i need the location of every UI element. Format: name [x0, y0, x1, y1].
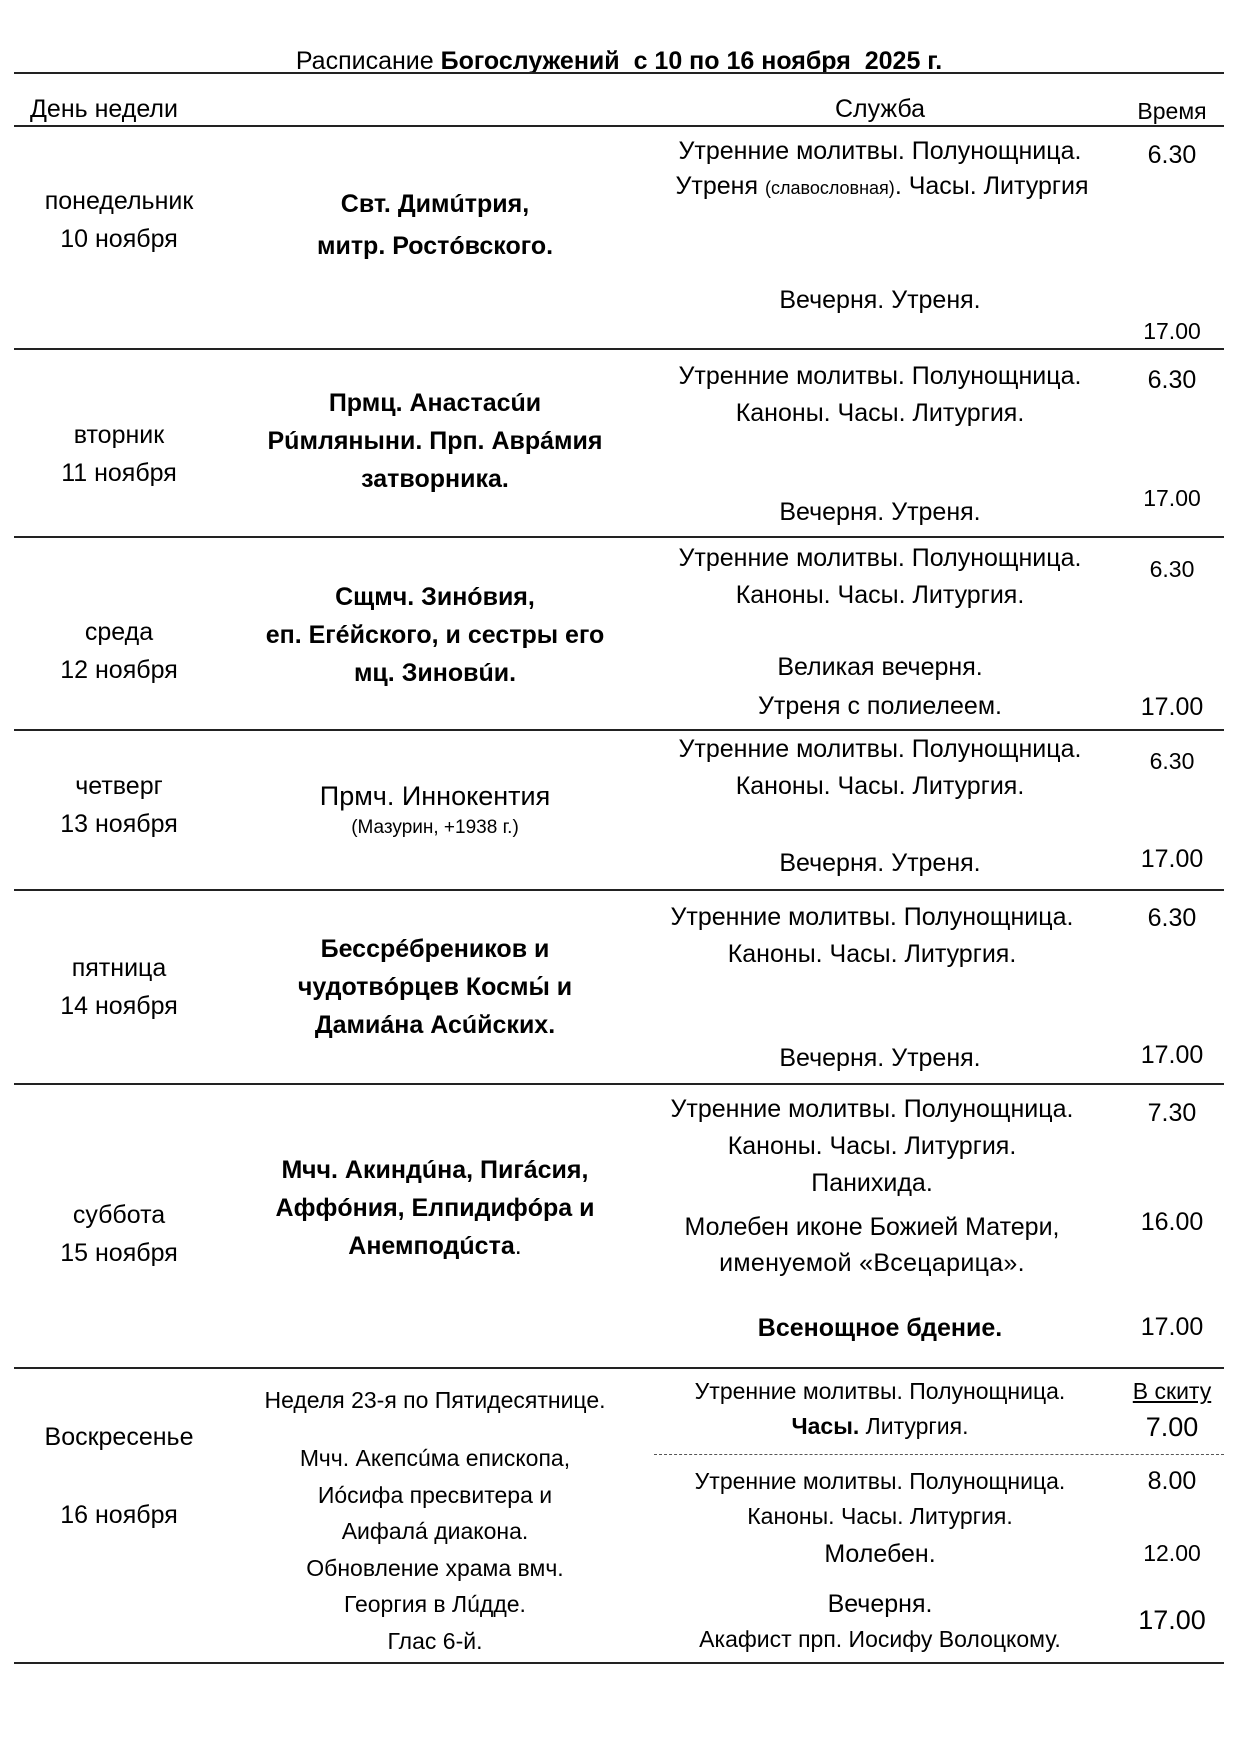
service-time: 8.00 [1147, 1467, 1197, 1495]
date: 11 ноября [61, 459, 177, 487]
service-line: именуемой «Всецарица». [719, 1249, 1025, 1277]
service-time: 6.30 [1147, 366, 1197, 394]
service-time: 17.00 [1143, 318, 1201, 344]
feast-line: Дамиáна Асúйских. [314, 1011, 556, 1039]
feast-line: Анемподúста. [348, 1232, 522, 1260]
service-line: Вечерня. Утреня. [779, 1044, 981, 1072]
service-line: Утренние молитвы. Полунощница. [678, 735, 1082, 763]
feast-line: Глас 6-й. [387, 1627, 483, 1654]
feast-cell [225, 1440, 645, 1659]
divider [14, 1367, 1224, 1369]
divider [14, 889, 1224, 891]
col-header-time: Время [1137, 98, 1207, 124]
service-time: 16.00 [1140, 1208, 1204, 1236]
feast-line: Георгия в Лúдде. [344, 1591, 526, 1617]
service-time: 6.30 [1147, 141, 1197, 169]
service-line: Каноны. Часы. Литургия. [735, 581, 1025, 609]
day-cell [14, 1496, 224, 1534]
service-line: Молебен. [824, 1540, 936, 1568]
day-cell [14, 949, 224, 1025]
day-cell [14, 767, 224, 843]
service-time: 6.30 [1147, 904, 1197, 932]
service-line: Утренние молитвы. Полунощница. [670, 903, 1074, 931]
service-line: Вечерня. Утреня. [779, 849, 981, 877]
service-time: 7.30 [1147, 1099, 1197, 1127]
feast-line: Сщмч. Зинóвия, [335, 583, 535, 611]
feast-line: еп. Егéйского, и сестры его [265, 621, 605, 649]
service-line: Часы. Литургия. [791, 1413, 969, 1439]
service-line: Вечерня. [827, 1590, 933, 1618]
service-line: Каноны. Часы. Литургия. [727, 1132, 1017, 1160]
weekday: четверг [75, 772, 163, 800]
service-line: Утренние молитвы. Полунощница. [670, 1095, 1074, 1123]
service-line: Утренние молитвы. Полунощница. [694, 1468, 1066, 1494]
feast-line: Мчч. Акиндúна, Пигáсия, [281, 1156, 589, 1184]
service-line: Вечерня. Утреня. [779, 498, 981, 526]
title-prefix: Расписание [295, 47, 441, 75]
service-time: 17.00 [1138, 1605, 1206, 1635]
feast-line: Рúмляныни. Прп. Аврáмия [267, 427, 603, 455]
service-line: Панихида. [811, 1169, 933, 1197]
weekday: пятница [71, 954, 167, 982]
service-note: (славословная) [764, 178, 895, 198]
divider [14, 72, 1224, 74]
day-cell [14, 1196, 224, 1272]
service-line: Каноны. Часы. Литургия. [735, 772, 1025, 800]
date: 16 ноября [60, 1501, 178, 1529]
service-time: 6.30 [1149, 748, 1195, 774]
feast-line: Иóсифа пресвитера и [317, 1481, 553, 1508]
service-time: 17.00 [1140, 845, 1204, 873]
service-line: Каноны. Часы. Литургия. [735, 399, 1025, 427]
service-line: Всенощное бдение. [757, 1314, 1003, 1342]
service-time: 6.30 [1149, 556, 1195, 582]
divider [14, 125, 1224, 127]
service-time: 17.00 [1140, 1313, 1204, 1341]
divider [14, 1662, 1224, 1664]
title-bold: Богослужений с 10 по 16 ноября 2025 г. [440, 47, 943, 75]
feast-cell [225, 1151, 645, 1265]
feast-cell [225, 183, 645, 267]
col-header-day: День недели [30, 95, 178, 123]
feast-line: Прмч. Иннокентия [319, 781, 551, 811]
feast-line: Свт. Димúтрия, [340, 190, 530, 218]
skete-label: В скиту [1132, 1378, 1212, 1404]
date: 12 ноября [60, 656, 178, 684]
service-line: Молебен иконе Божией Матери, [684, 1213, 1060, 1241]
divider [14, 348, 1224, 350]
service-line: Утренние молитвы. Полунощница. [678, 137, 1082, 165]
feast-line: Бессрéбреников и [320, 935, 550, 963]
day-cell [14, 1418, 224, 1456]
service-time: 17.00 [1143, 485, 1201, 511]
col-header-service: Служба [834, 95, 926, 123]
service-line: Утренние молитвы. Полунощница. [678, 362, 1082, 390]
weekday: вторник [73, 421, 165, 449]
feast-line: чудотвóрцев Космы́ и [297, 973, 573, 1001]
weekday: Воскресенье [44, 1423, 194, 1451]
service-line: Вечерня. Утреня. [779, 286, 981, 314]
feast-line: мц. Зиновúи. [353, 659, 517, 687]
feast-cell [225, 777, 645, 841]
weekday: среда [84, 618, 154, 646]
day-cell [14, 416, 224, 492]
service-line: Утреня (славословная). Часы. Литургия [675, 172, 1089, 200]
feast-line: Мчч. Акепсúма епископа, [299, 1445, 571, 1471]
feast-line: Аифалá диакона. [341, 1518, 529, 1544]
feast-line: митр. Ростóвского. [316, 232, 554, 260]
feast-cell [225, 384, 645, 498]
service-line: Каноны. Часы. Литургия. [727, 940, 1017, 968]
service-line: Акафист прп. Иосифу Волоцкому. [699, 1626, 1061, 1652]
service-line: Утреня с полиелеем. [758, 692, 1002, 720]
weekday: понедельник [44, 187, 194, 215]
service-time: 17.00 [1140, 1041, 1204, 1069]
service-time: 17.00 [1140, 693, 1204, 721]
date: 13 ноября [60, 810, 178, 838]
service-time: 7.00 [1145, 1412, 1199, 1442]
service-line: Каноны. Часы. Литургия. [747, 1503, 1013, 1529]
service-time: 12.00 [1143, 1540, 1201, 1566]
service-line: Великая вечерня. [777, 653, 983, 681]
day-cell [14, 613, 224, 689]
feast-line: Аффóния, Елпидифóра и [275, 1194, 595, 1222]
feast-line: затворника. [361, 465, 509, 493]
divider [14, 1083, 1224, 1085]
feast-line: Обновление храма вмч. [306, 1554, 564, 1581]
day-cell [14, 182, 224, 258]
date: 14 ноября [60, 992, 178, 1020]
feast-cell [225, 930, 645, 1044]
feast-note: (Мазурин, +1938 г.) [351, 817, 519, 838]
feast-week: Неделя 23-я по Пятидесятнице. [264, 1387, 606, 1413]
feast-cell [225, 578, 645, 692]
service-line: Утренние молитвы. Полунощница. [678, 544, 1082, 572]
feast-line: Прмц. Анастасúи [328, 389, 542, 417]
date: 15 ноября [60, 1239, 178, 1267]
service-line: Утренние молитвы. Полунощница. [694, 1378, 1066, 1404]
date: 10 ноября [60, 225, 178, 253]
weekday: суббота [72, 1201, 166, 1229]
divider [14, 536, 1224, 538]
dashed-divider [654, 1454, 1224, 1455]
